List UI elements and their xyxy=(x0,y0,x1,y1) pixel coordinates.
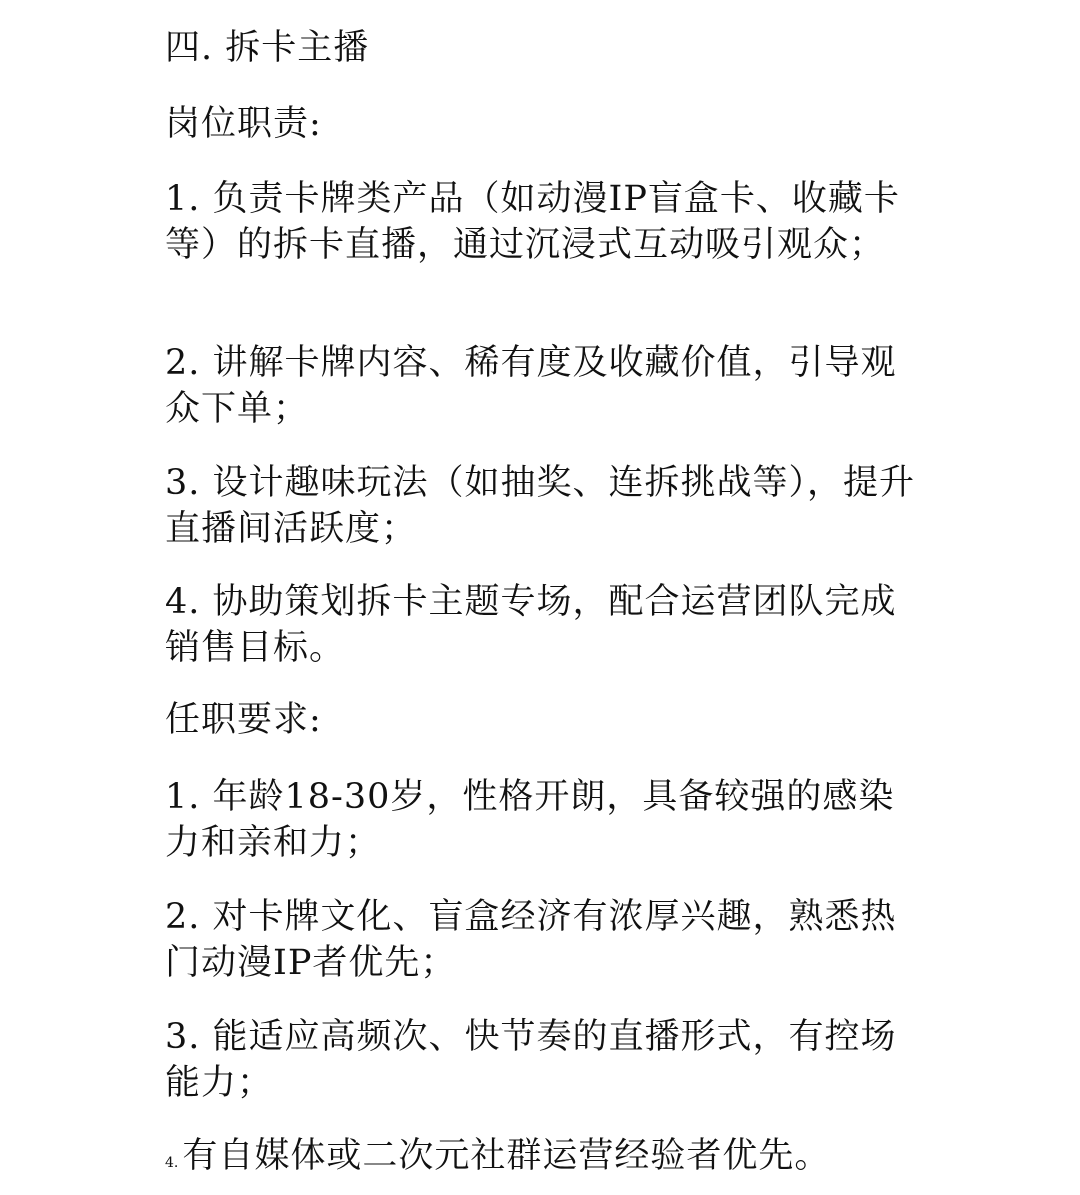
requirement-item: 1. 年龄18-30岁，性格开朗，具备较强的感染力和亲和力； xyxy=(165,777,895,863)
duties-heading: 岗位职责: xyxy=(165,104,322,144)
duty-item: 1. 负责卡牌类产品（如动漫IP盲盒卡、收藏卡等）的拆卡直播，通过沉浸式互动吸引观众； xyxy=(165,179,900,265)
requirements-heading: 任职要求: xyxy=(165,700,322,740)
requirement-item: 3. 能适应高频次、快节奏的直播形式，有控场能力； xyxy=(165,1017,897,1103)
duty-item: 4. 协助策划拆卡主题专场，配合运营团队完成销售目标。 xyxy=(165,582,897,668)
duty-item: 3. 设计趣味玩法（如抽奖、连拆挑战等），提升直播间活跃度； xyxy=(165,463,916,549)
duty-item: 2. 讲解卡牌内容、稀有度及收藏价值，引导观众下单； xyxy=(165,343,897,429)
requirement-item-last xyxy=(165,1133,925,1186)
section-title: 四. 拆卡主播 xyxy=(165,28,370,68)
requirement-item-number: 4. xyxy=(165,1155,179,1171)
requirement-item: 2. 对卡牌文化、盲盒经济有浓厚兴趣，熟悉热门动漫IP者优先； xyxy=(165,897,897,983)
requirement-item-text: 有自媒体或二次元社群运营经验者优先。 xyxy=(182,1136,831,1176)
